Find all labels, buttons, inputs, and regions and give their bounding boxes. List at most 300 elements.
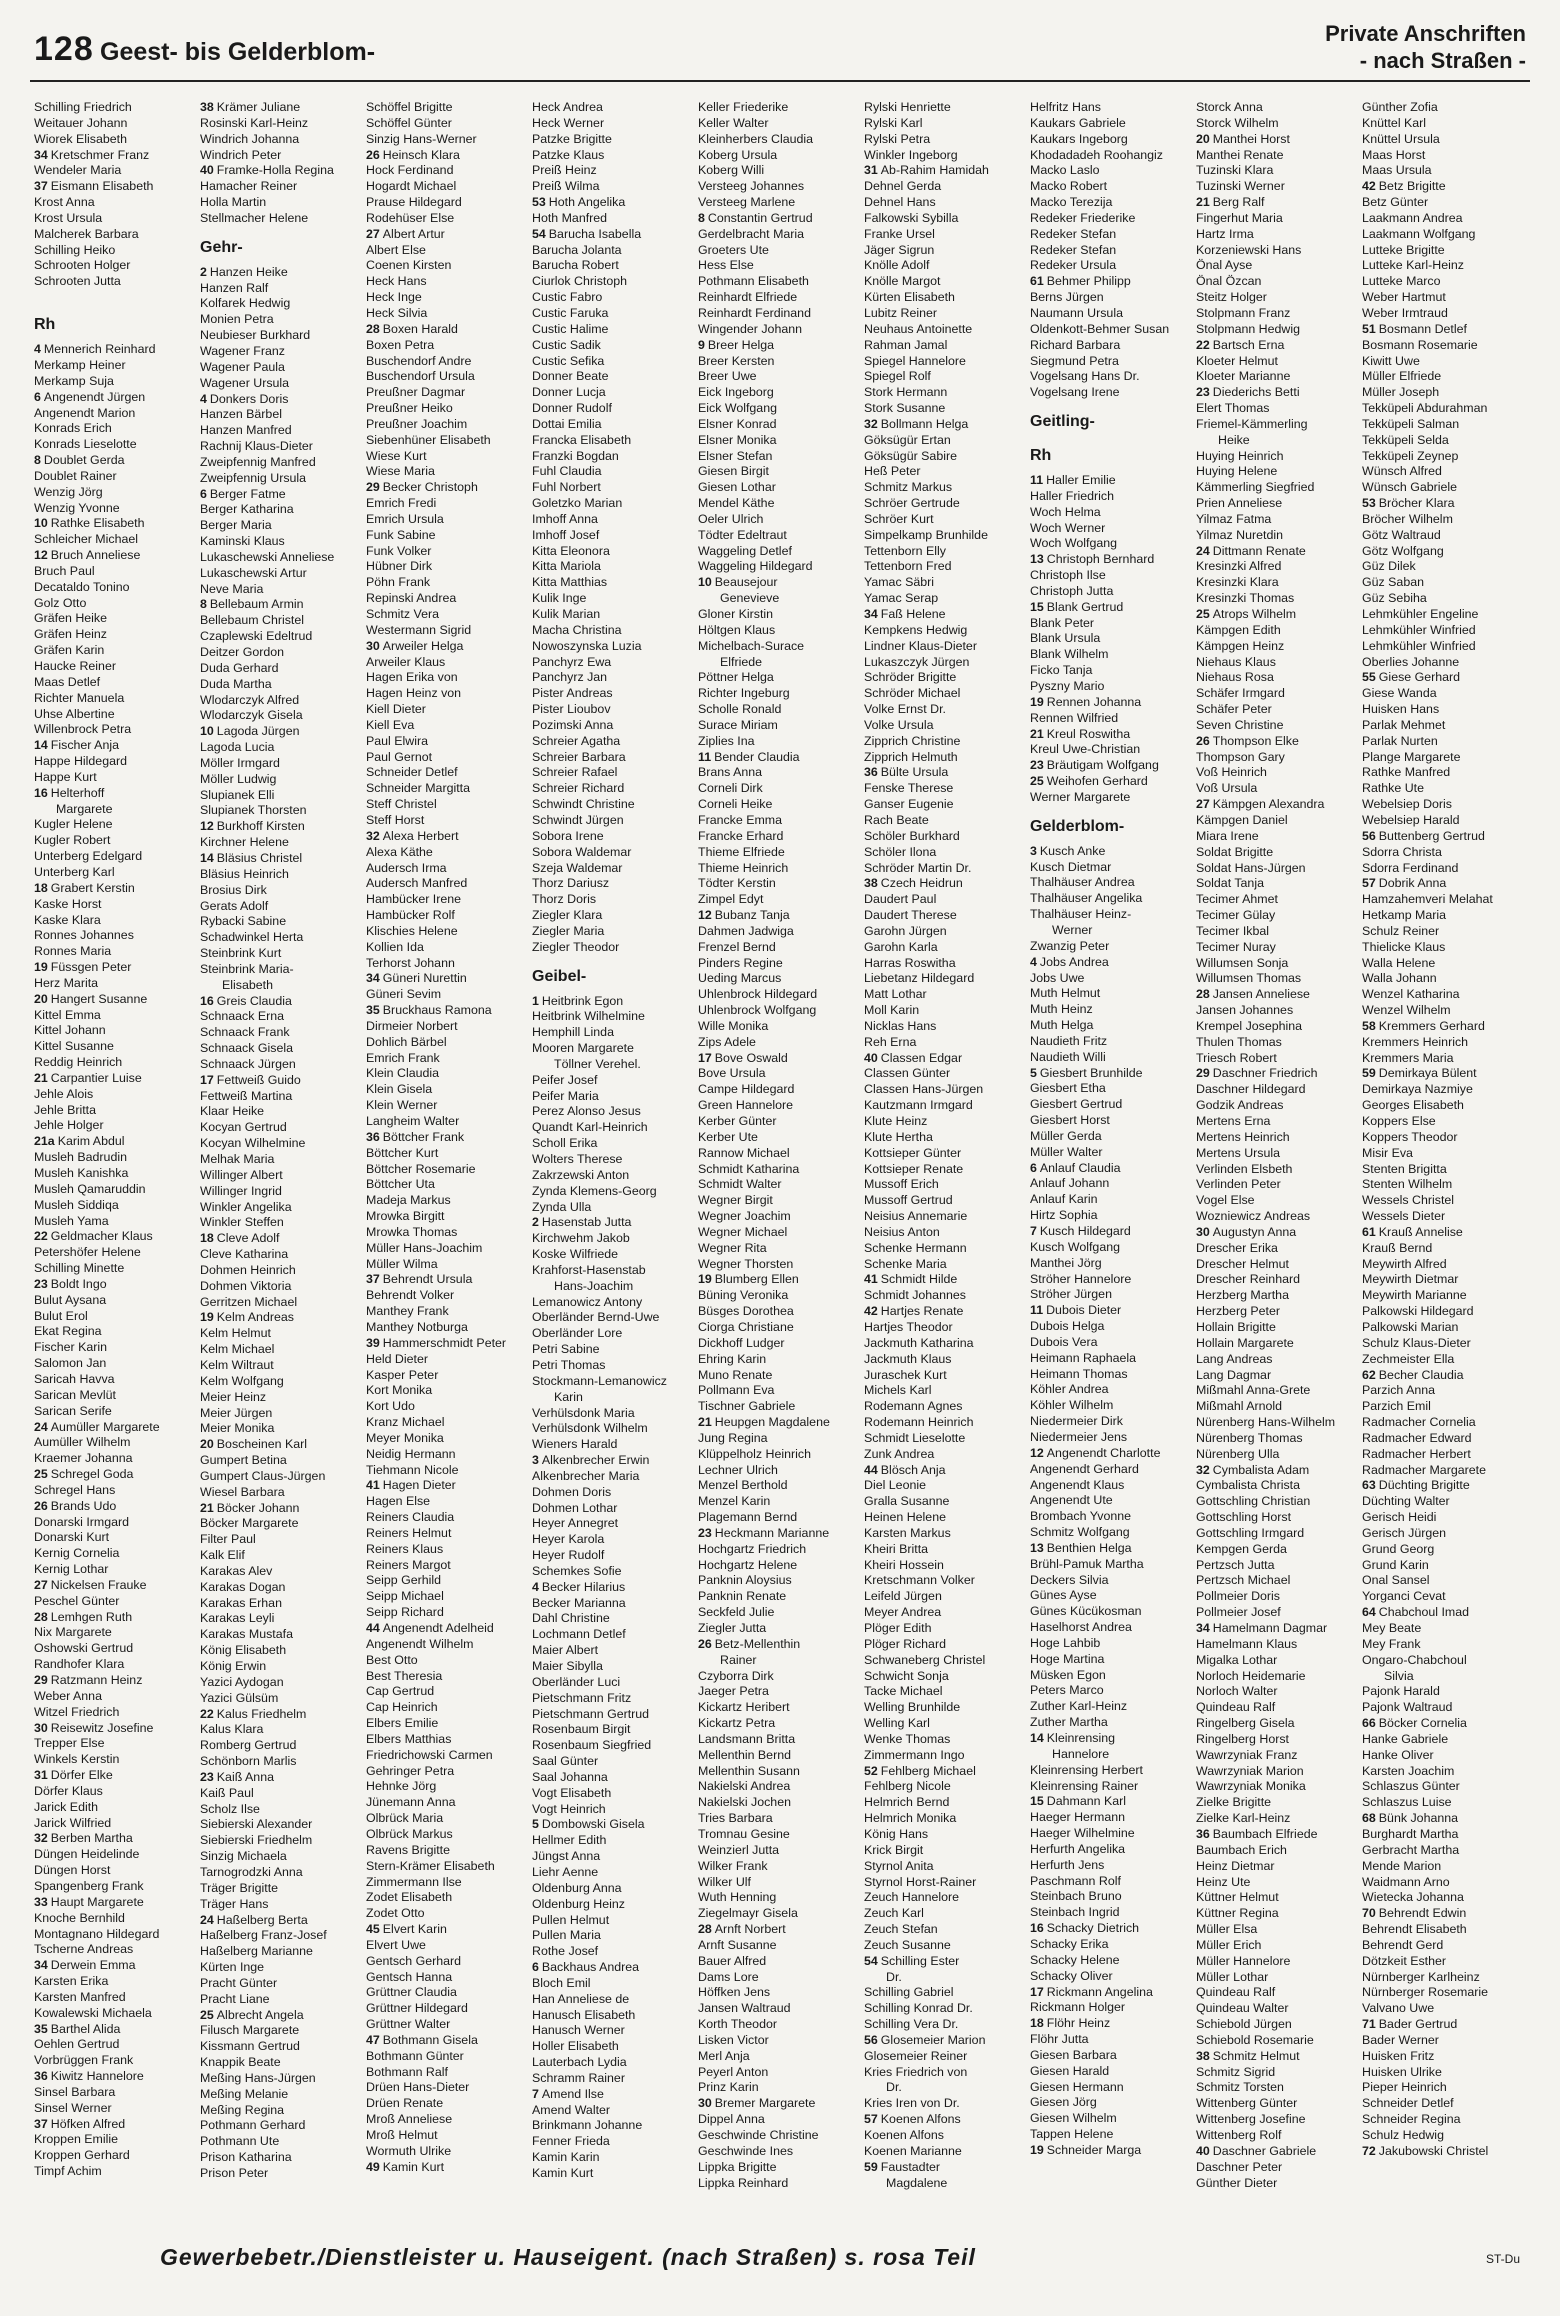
resident-name: Georges Elisabeth	[1362, 1098, 1464, 1113]
resident-entry	[1030, 1430, 1190, 1446]
resident-name: Flöhr Heinz	[1046, 2016, 1111, 2031]
house-number: 4	[532, 1579, 539, 1594]
resident-entry	[532, 1184, 692, 1200]
resident-name: Francka Elisabeth	[532, 432, 632, 447]
house-number: 4	[200, 391, 207, 406]
resident-name: Meyer Monika	[366, 1430, 444, 1445]
house-number: 52	[864, 1763, 878, 1778]
resident-entry	[1196, 1494, 1356, 1510]
resident-entry	[698, 211, 858, 227]
resident-name: Jüngst Anna	[532, 1849, 601, 1864]
resident-name: Bräutigam Wolfgang	[1046, 758, 1159, 773]
resident-name: Hamacher Reiner	[200, 179, 298, 194]
resident-entry	[1030, 1192, 1190, 1208]
resident-entry	[864, 211, 1024, 227]
resident-entry	[200, 2008, 360, 2024]
street-heading: Geitling-	[1030, 413, 1095, 431]
resident-name: Kulik Inge	[532, 591, 587, 606]
resident-name: Ziegler Jutta	[698, 1621, 767, 1635]
house-number: 11	[1030, 473, 1044, 488]
resident-entry	[200, 1231, 360, 1247]
resident-entry	[698, 1684, 858, 1700]
resident-name: Gumpert Claus-Jürgen	[200, 1468, 326, 1483]
resident-entry	[366, 306, 526, 322]
resident-entry	[366, 338, 526, 354]
resident-name: Knüttel Ursula	[1362, 131, 1440, 146]
resident-name: Palkowski Hildegard	[1362, 1304, 1474, 1319]
resident-entry	[698, 480, 858, 496]
resident-entry	[366, 195, 526, 211]
resident-name: Thalhäuser Heinz-	[1030, 907, 1132, 922]
resident-entry	[200, 1580, 360, 1596]
resident-entry	[698, 2001, 858, 2017]
resident-entry	[1362, 1970, 1522, 1986]
resident-name: Wenzel Katharina	[1362, 987, 1460, 1002]
resident-entry	[366, 2160, 526, 2176]
house-number: 31	[34, 1768, 48, 1783]
resident-entry	[1196, 1082, 1356, 1098]
resident-entry	[532, 1152, 692, 1168]
resident-name: Rannow Michael	[698, 1145, 790, 1160]
resident-name: Mertens Erna	[1196, 1114, 1271, 1128]
resident-entry	[1196, 1970, 1356, 1986]
resident-name: Elsner Stefan	[698, 448, 773, 463]
resident-entry	[698, 924, 858, 940]
resident-entry	[698, 338, 858, 354]
resident-entry	[1196, 813, 1356, 829]
resident-name: Lang Dagmar	[1196, 1367, 1272, 1382]
resident-name: Berg Ralf	[1212, 195, 1265, 210]
resident-entry	[1196, 338, 1356, 354]
resident-name: Vogelsang Hans Dr.	[1030, 369, 1140, 384]
resident-name: Meßing Hans-Jürgen	[200, 2070, 316, 2085]
resident-entry	[532, 1738, 692, 1754]
resident-entry	[1196, 1225, 1356, 1241]
resident-entry	[366, 1257, 526, 1273]
resident-name: Korzeniewski Hans	[1196, 242, 1302, 257]
resident-name: Kremmers Gerhard	[1378, 1018, 1485, 1033]
resident-entry	[864, 1779, 1024, 1795]
resident-name: Schleicher Michael	[34, 532, 138, 547]
resident-name: Schwaneberg Christel	[864, 1652, 986, 1667]
resident-entry	[366, 1542, 526, 1558]
resident-entry	[1362, 480, 1522, 496]
resident-name: Schilling Ester	[880, 1953, 960, 1968]
resident-name: Golz Otto	[34, 595, 87, 610]
resident-name: Kocyan Wilhelmine	[200, 1136, 306, 1151]
resident-name: Woch Helma	[1030, 504, 1101, 519]
resident-name: Brinkmann Johanne	[532, 2118, 643, 2133]
resident-name: Kempkens Hedwig	[864, 622, 968, 637]
house-number: 18	[1030, 2016, 1044, 2031]
resident-name: Schenke Hermann	[864, 1240, 967, 1255]
house-number: 36	[1196, 1826, 1210, 1841]
house-number: 14	[1030, 1731, 1044, 1745]
resident-entry	[34, 928, 194, 944]
resident-name: Rybacki Sabine	[200, 914, 287, 929]
resident-entry	[366, 322, 526, 338]
resident-name: Musleh Badrudin	[34, 1150, 127, 1165]
resident-entry	[200, 328, 360, 344]
resident-entry	[200, 1707, 360, 1723]
resident-entry	[1030, 1874, 1190, 1890]
resident-name: Schöffel Brigitte	[366, 100, 453, 114]
resident-entry	[366, 2065, 526, 2081]
resident-name: Giesbert Etha	[1030, 1081, 1106, 1096]
resident-entry	[532, 655, 692, 671]
resident-entry	[532, 1960, 692, 1976]
resident-name: Knüttel Karl	[1362, 115, 1427, 130]
resident-entry	[1362, 781, 1522, 797]
resident-entry	[1030, 1636, 1190, 1652]
resident-name: Wozniewicz Andreas	[1196, 1209, 1311, 1224]
resident-name: Triesch Robert	[1196, 1050, 1277, 1065]
resident-entry	[864, 1985, 1024, 2001]
resident-entry	[366, 512, 526, 528]
resident-entry	[532, 797, 692, 813]
resident-entry	[864, 243, 1024, 259]
resident-entry	[366, 1320, 526, 1336]
resident-entry	[1030, 243, 1190, 259]
house-number: 38	[1196, 2048, 1210, 2063]
resident-entry	[864, 718, 1024, 734]
resident-entry	[200, 2103, 360, 2119]
resident-name: Lehmkühler Engeline	[1362, 607, 1479, 621]
resident-name: Bruch Paul	[34, 563, 95, 578]
resident-name: Hamelmann Klaus	[1196, 1636, 1298, 1651]
house-number: 40	[864, 1050, 878, 1065]
resident-entry	[698, 1478, 858, 1494]
resident-name: Ziegler Maria	[532, 923, 605, 938]
resident-name: Schöler Ilona	[864, 844, 937, 859]
resident-entry	[1030, 290, 1190, 306]
house-number: 35	[34, 2021, 48, 2036]
resident-name: Alexa Käthe	[366, 844, 433, 859]
resident-entry	[532, 1089, 692, 1105]
resident-name: Kroppen Gerhard	[34, 2148, 130, 2163]
resident-name: Rodehüser Else	[366, 210, 455, 225]
resident-name: Mertens Ursula	[1196, 1145, 1281, 1160]
house-number: 13	[1030, 1540, 1044, 1555]
directory-column	[698, 100, 858, 2230]
resident-name: Dubois Helga	[1030, 1319, 1105, 1334]
resident-name: Hehnke Jörg	[366, 1779, 437, 1794]
resident-name: Aumüller Margarete	[50, 1419, 160, 1434]
resident-name: Welling Karl	[864, 1716, 930, 1731]
resident-entry	[698, 1605, 858, 1621]
resident-entry	[864, 1162, 1024, 1178]
resident-name: Nürnberger Karlheinz	[1362, 1969, 1480, 1984]
resident-name: Seven Christine	[1196, 717, 1284, 732]
resident-name: Heck Inge	[366, 290, 422, 305]
resident-entry	[1030, 1303, 1190, 1319]
resident-name: Herfurth Jens	[1030, 1857, 1105, 1872]
resident-name: Versteeg Marlene	[698, 195, 796, 210]
house-number: 3	[532, 1453, 539, 1468]
resident-name: Jarick Wilfried	[34, 1815, 112, 1830]
resident-entry	[34, 374, 194, 390]
resident-name: Kort Monika	[366, 1383, 433, 1398]
resident-name: Slupianek Thorsten	[200, 803, 307, 818]
resident-entry	[200, 693, 360, 709]
resident-name: Hellmer Edith	[532, 1833, 607, 1848]
resident-entry	[532, 1928, 692, 1944]
resident-entry	[1196, 1700, 1356, 1716]
resident-entry	[1362, 1875, 1522, 1891]
resident-entry	[200, 179, 360, 195]
resident-entry	[532, 148, 692, 164]
resident-name: Heck Werner	[532, 115, 605, 130]
resident-entry	[864, 433, 1024, 449]
resident-entry	[864, 1098, 1024, 1114]
resident-entry	[1362, 1399, 1522, 1415]
resident-entry	[1362, 433, 1522, 449]
resident-entry	[1196, 1098, 1356, 1114]
resident-entry	[34, 1293, 194, 1309]
resident-name: Lagoda Jürgen	[216, 724, 300, 739]
resident-entry	[1030, 1161, 1190, 1177]
resident-name: Kleinrensing Rainer	[1030, 1778, 1139, 1793]
resident-entry	[1196, 1922, 1356, 1938]
resident-name: Burghardt Martha	[1362, 1826, 1459, 1841]
resident-entry	[1030, 100, 1190, 116]
resident-name: Glosemeier Marion	[880, 2032, 986, 2047]
resident-name: Pajonk Waltraud	[1362, 1700, 1453, 1715]
resident-entry	[864, 2001, 1024, 2017]
resident-name: Dohlich Bärbel	[366, 1034, 447, 1049]
resident-name: Dehnel Gerda	[864, 179, 942, 194]
resident-name: Thorz Doris	[532, 892, 597, 907]
resident-name: Geldmacher Klaus	[50, 1229, 153, 1244]
resident-entry	[200, 1833, 360, 1849]
resident-entry	[200, 1057, 360, 1073]
resident-name: Elsner Konrad	[698, 416, 777, 431]
house-number: 24	[34, 1419, 48, 1434]
resident-entry	[34, 1229, 194, 1245]
resident-entry	[1362, 116, 1522, 132]
resident-entry	[34, 1784, 194, 1800]
resident-name: Migalka Lothar	[1196, 1652, 1278, 1667]
resident-entry	[1196, 417, 1356, 433]
resident-name: Ringelberg Gisela	[1196, 1716, 1295, 1731]
resident-name: Onal Sansel	[1362, 1573, 1430, 1588]
resident-name: Schenke Maria	[864, 1256, 947, 1271]
resident-entry	[200, 566, 360, 582]
resident-name: Pieper Heinrich	[1362, 2080, 1447, 2095]
resident-entry	[366, 1526, 526, 1542]
house-number: 23	[34, 1276, 48, 1291]
resident-entry	[34, 516, 194, 532]
resident-name: Bosmann Detlef	[1378, 321, 1467, 336]
resident-entry	[1196, 1368, 1356, 1384]
resident-entry	[200, 1263, 360, 1279]
resident-entry	[34, 897, 194, 913]
resident-entry	[200, 1453, 360, 1469]
resident-name: Böcker Cornelia	[1378, 1716, 1467, 1731]
resident-name: Rosenbaum Siegfried	[532, 1738, 652, 1753]
resident-entry	[200, 195, 360, 211]
resident-name: Müller Gerda	[1030, 1128, 1102, 1143]
resident-entry	[34, 1562, 194, 1578]
resident-entry	[34, 913, 194, 929]
resident-entry	[532, 1722, 692, 1738]
resident-name: Han Anneliese de	[532, 1991, 630, 2006]
resident-entry	[1362, 1019, 1522, 1035]
resident-entry	[698, 702, 858, 718]
resident-entry	[1030, 2000, 1190, 2016]
resident-entry	[1196, 116, 1356, 132]
resident-entry	[366, 417, 526, 433]
resident-name: Willenbrock Petra	[34, 722, 132, 737]
resident-entry	[200, 407, 360, 423]
resident-name: Doublet Rainer	[34, 468, 117, 483]
house-number: 23	[200, 1769, 214, 1784]
resident-entry	[864, 861, 1024, 877]
resident-name: Richter Ingeburg	[698, 686, 790, 701]
resident-entry	[1362, 306, 1522, 322]
resident-name: Waggeling Hildegard	[698, 559, 813, 574]
resident-name: Radmacher Cornelia	[1362, 1415, 1476, 1430]
resident-name: Diederichs Betti	[1212, 385, 1300, 400]
house-number: 23	[698, 1525, 712, 1540]
house-number: 51	[1362, 321, 1376, 336]
resident-name: Kittel Johann	[34, 1023, 106, 1038]
resident-entry	[1362, 1066, 1522, 1082]
resident-name: Schilling Vera Dr.	[864, 2017, 959, 2032]
resident-name: Duda Martha	[200, 676, 272, 691]
resident-entry	[1196, 1336, 1356, 1352]
resident-entry	[864, 1811, 1024, 1827]
resident-entry	[698, 2033, 858, 2049]
resident-name: Mooren Margarete	[532, 1041, 634, 1056]
resident-entry	[1362, 1383, 1522, 1399]
resident-name: Düngen Horst	[34, 1863, 111, 1878]
house-number: 5	[1030, 1065, 1037, 1080]
resident-entry	[1030, 2048, 1190, 2064]
resident-name: Kraemer Johanna	[34, 1451, 133, 1466]
resident-entry	[366, 559, 526, 575]
resident-name: Gerats Adolf	[200, 898, 269, 913]
resident-entry	[366, 496, 526, 512]
resident-entry	[864, 813, 1024, 829]
resident-name: Barucha Isabella	[548, 226, 642, 241]
resident-name: Oeler Ulrich	[698, 511, 764, 526]
resident-entry	[366, 956, 526, 972]
resident-name: Kocyan Gertrud	[200, 1120, 287, 1135]
resident-name: Götz Wolfgang	[1362, 543, 1444, 558]
resident-name: Drescher Helmut	[1196, 1256, 1289, 1271]
house-number: 56	[864, 2032, 878, 2047]
resident-name: Donner Rudolf	[532, 401, 612, 416]
resident-name: Custic Sefika	[532, 353, 605, 368]
resident-name: Kittel Emma	[34, 1007, 101, 1022]
house-number: 45	[366, 1922, 380, 1937]
resident-entry	[1362, 1272, 1522, 1288]
resident-name: Eismann Elisabeth	[50, 179, 154, 194]
resident-entry	[1196, 2001, 1356, 2017]
resident-name: Haselhorst Andrea	[1030, 1620, 1132, 1635]
resident-name: Cymbalista Christa	[1196, 1478, 1300, 1493]
resident-entry	[1362, 1304, 1522, 1320]
resident-name: Müller Walter	[1030, 1144, 1103, 1159]
resident-entry	[532, 781, 692, 797]
resident-name: Zweipfennig Ursula	[200, 470, 307, 485]
resident-entry	[366, 1019, 526, 1035]
house-number: 8	[698, 210, 705, 225]
resident-entry	[1196, 2080, 1356, 2096]
resident-entry	[1362, 1859, 1522, 1875]
resident-name: Bruckhaus Ramona	[382, 1003, 492, 1018]
resident-entry	[698, 1019, 858, 1035]
resident-name: Scholz Ilse	[200, 1801, 260, 1816]
resident-name: Brühl-Pamuk Martha	[1030, 1556, 1144, 1571]
resident-name: Jehle Britta	[34, 1102, 96, 1117]
resident-entry	[34, 421, 194, 437]
resident-entry	[1196, 1383, 1356, 1399]
resident-name: Böttcher Rosemarie	[366, 1161, 476, 1176]
resident-name: Hanzen Heike	[209, 264, 288, 279]
resident-name: Boxen Petra	[366, 337, 435, 352]
resident-name: Hagen Erika von	[366, 670, 458, 685]
house-number: 38	[864, 876, 878, 891]
resident-entry	[1030, 631, 1190, 647]
resident-entry	[200, 788, 360, 804]
resident-entry	[864, 829, 1024, 845]
house-number: 23	[1196, 385, 1210, 400]
resident-entry	[1362, 734, 1522, 750]
resident-name: Petri Thomas	[532, 1357, 606, 1372]
resident-name: Richter Manuela	[34, 690, 125, 705]
house-number: 17	[1030, 1984, 1044, 1999]
resident-name: Krost Anna	[34, 195, 95, 210]
resident-entry	[200, 1120, 360, 1136]
resident-name: Franzki Bogdan	[532, 448, 619, 463]
resident-name: Kiwitz Hannelore	[50, 2069, 144, 2084]
house-number: 23	[1030, 758, 1044, 773]
resident-entry	[366, 1399, 526, 1415]
resident-name: Kugler Helene	[34, 817, 113, 832]
resident-entry	[1030, 1272, 1190, 1288]
resident-entry	[34, 881, 194, 897]
resident-entry	[34, 1388, 194, 1404]
resident-entry	[698, 243, 858, 259]
resident-name: Kheiri Britta	[864, 1541, 929, 1556]
resident-name: Daschner Friedrich	[1212, 1066, 1318, 1081]
resident-name: Hogardt Michael	[366, 179, 457, 194]
resident-name: Hartjes Renate	[880, 1304, 964, 1319]
resident-name: Neve Maria	[200, 581, 264, 596]
resident-entry	[864, 1130, 1024, 1146]
resident-entry	[698, 2112, 858, 2128]
resident-entry	[366, 116, 526, 132]
resident-entry	[864, 1019, 1024, 1035]
resident-name: Laakmann Andrea	[1362, 210, 1463, 225]
resident-name: Wietecka Johanna	[1362, 1890, 1464, 1905]
resident-entry	[698, 2144, 858, 2160]
resident-entry	[366, 163, 526, 179]
resident-name: Benthien Helga	[1046, 1540, 1132, 1555]
resident-entry	[1030, 1351, 1190, 1367]
resident-name: Reinhardt Elfriede	[698, 290, 798, 305]
resident-entry	[34, 2101, 194, 2117]
resident-name: Heinz Ute	[1196, 1874, 1251, 1889]
resident-name: Kerber Ute	[698, 1129, 758, 1144]
resident-name: Bollmann Helga	[880, 416, 969, 431]
resident-entry	[34, 342, 194, 358]
house-number: 28	[34, 1609, 48, 1624]
resident-entry	[698, 2080, 858, 2096]
resident-name: Hanusch Elisabeth	[532, 2007, 636, 2022]
